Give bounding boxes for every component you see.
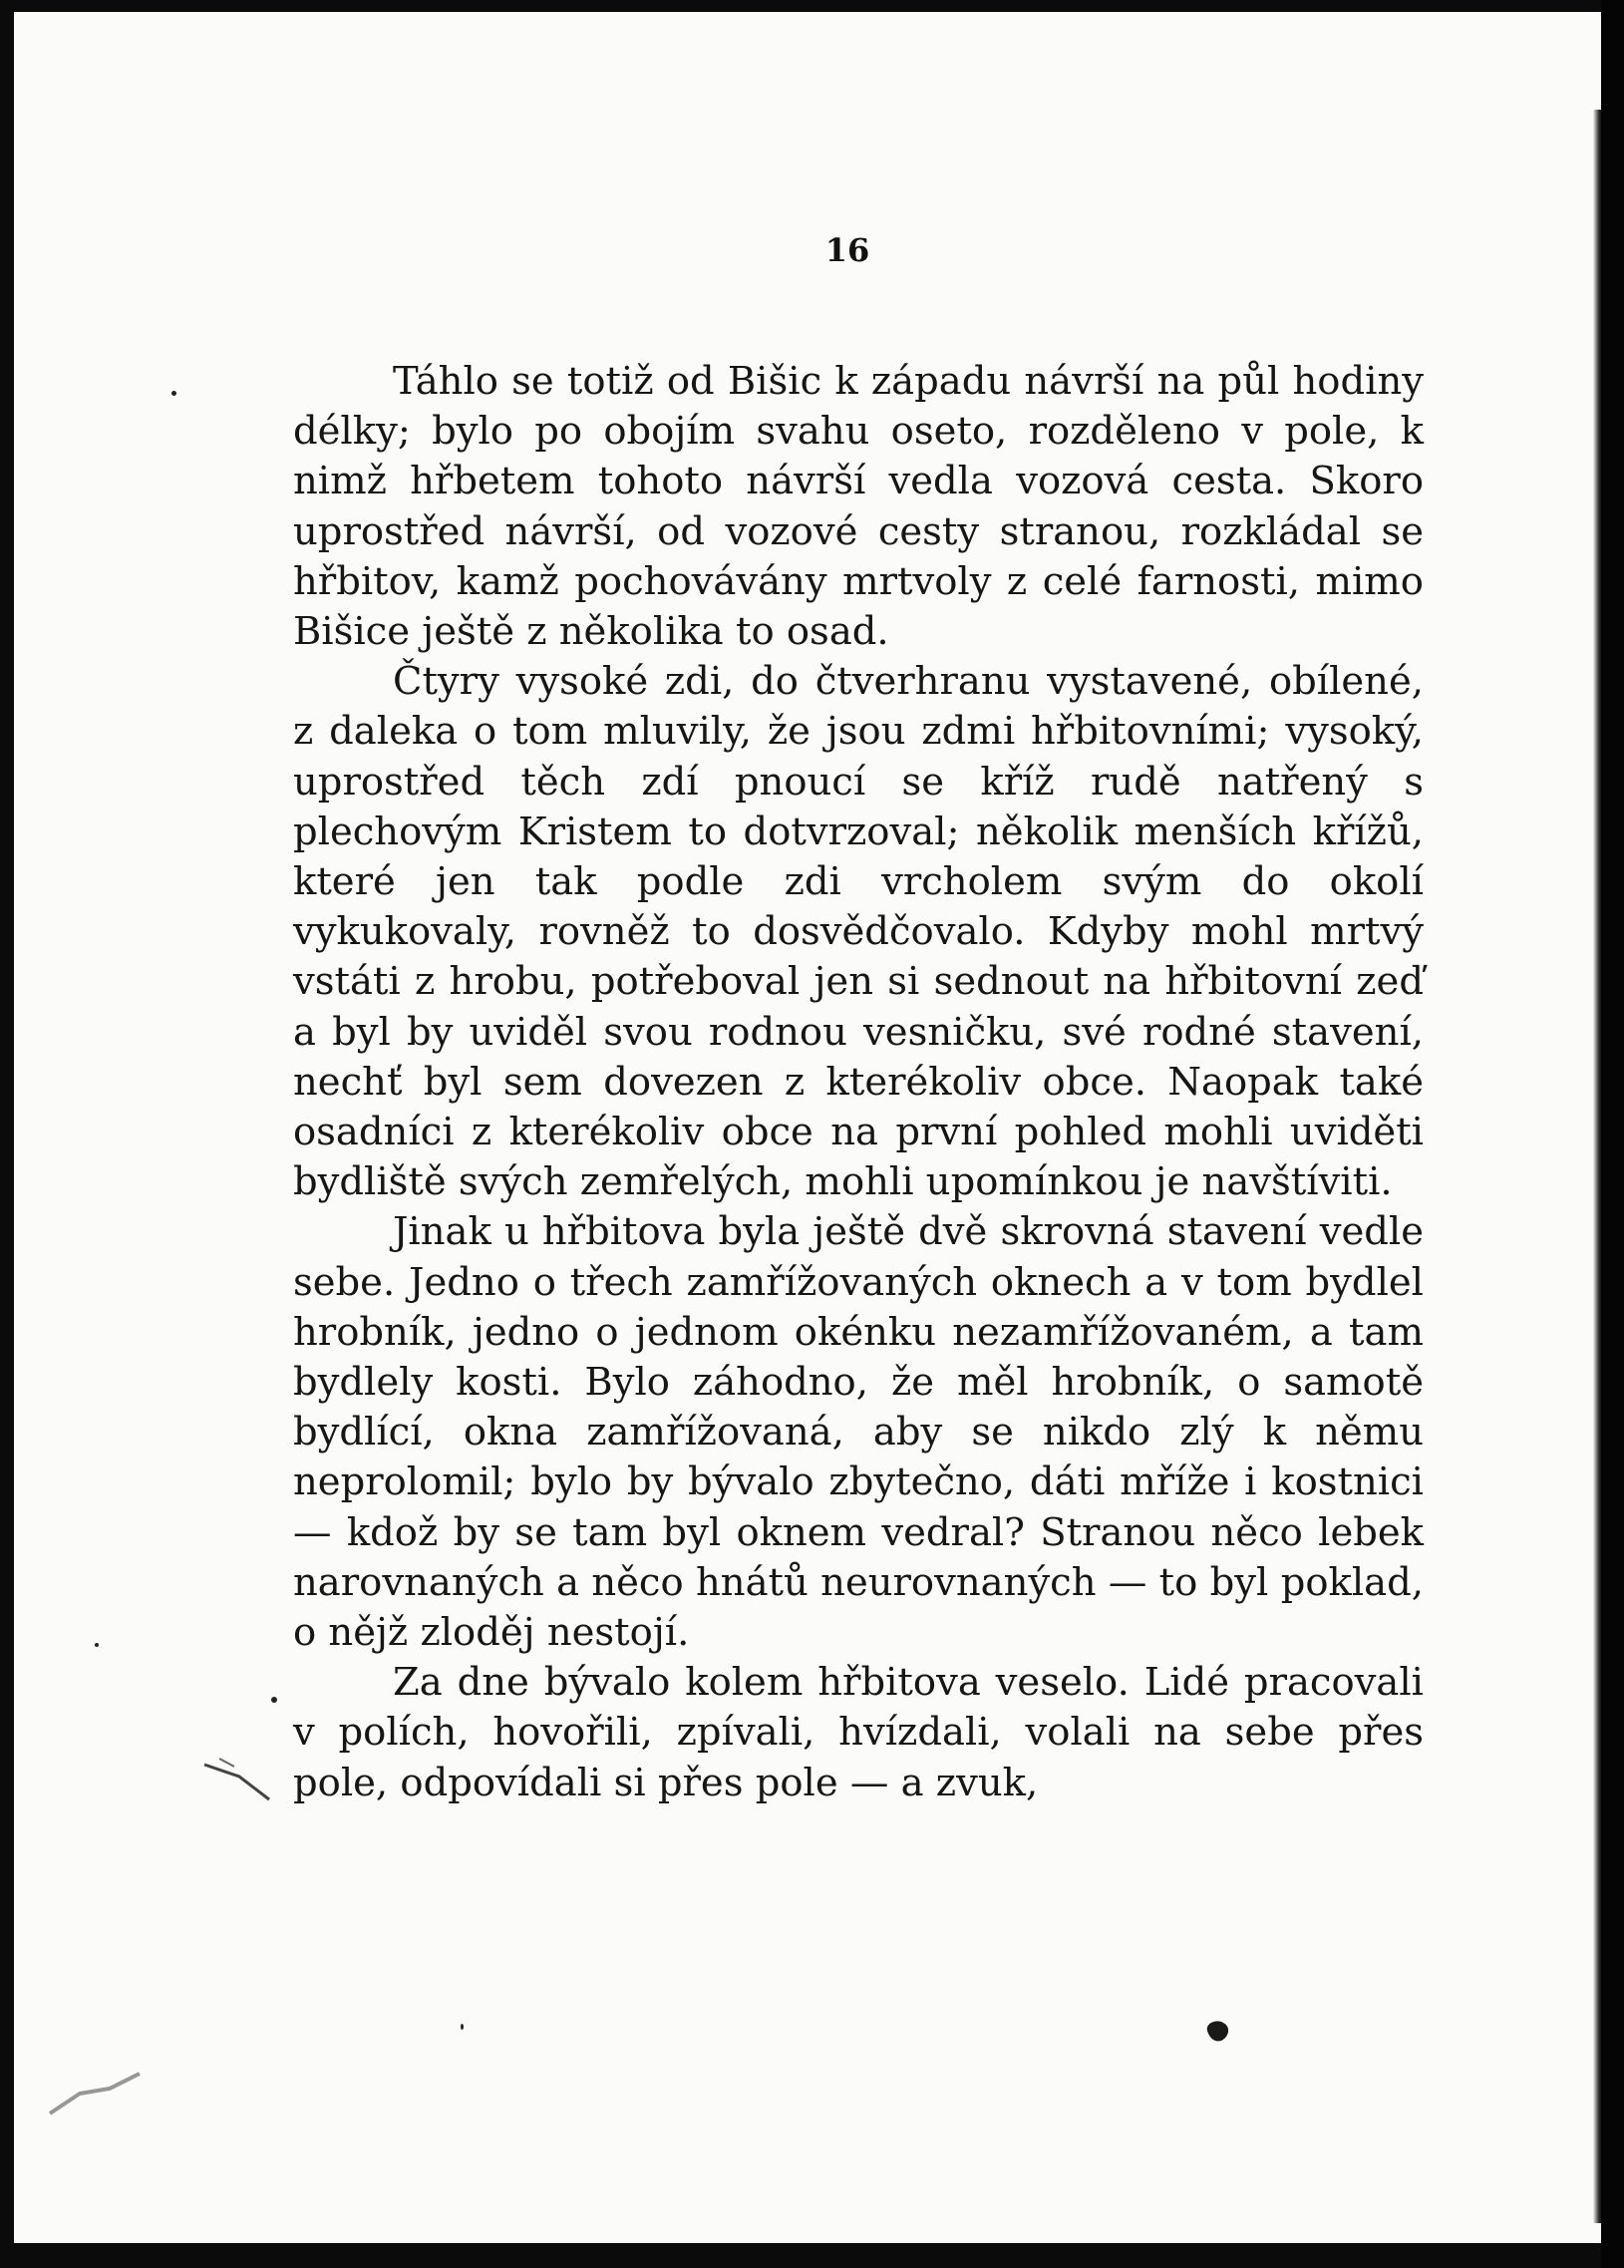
scuff-mark: [199, 1755, 289, 1804]
dust-speck: [461, 2024, 464, 2030]
paragraph-1: Táhlo se totiž od Bišic k západu návrší na půl hodiny délky; bylo po obojím svahu oseto, rozděleno v pole, k nimž hřbetem tohoto návrší vedla vozová cesta. Skoro uprostřed návrší, od vozové cesty stranou, rozkládal se hřbitov, kamž pochovávány mrtvoly z celé farnosti, mimo Bišice ještě z několika to osad.: [293, 359, 1424, 655]
paragraph-3: Jinak u hřbitova byla ještě dvě skrovná stavení vedle sebe. Jedno o třech zamřížovaných oknech a v tom bydlel hrobník, jedno o jednom okénku nezamřížovaném, a tam bydlely kosti. Bylo záhodno, že měl hrobník, o samotě bydlící, okna zamřížovaná, aby se nikdo zlý k němu neprolomil; bylo by bývalo zbytečno, dáti mříže i kostnici — kdož by se tam byl oknem vedral? Stranou něco lebek narovnaných a něco hnátů neurovnaných — to byl poklad, o nějž zloděj nestojí.: [293, 1209, 1424, 1656]
dust-speck: [95, 1643, 99, 1647]
book-spine: [1601, 0, 1624, 2268]
paragraph-4: Za dne bývalo kolem hřbitova veselo. Lidé pracovali v polích, hovořili, zpívali, hvízdali, volali na sebe přes pole, odpovídali si přes pole — a zvuk,: [293, 1660, 1424, 1805]
ink-blot: [1203, 2019, 1231, 2043]
dust-speck: [171, 391, 176, 396]
paragraph-2: Čtyry vysoké zdi, do čtverhranu vystavené, obílené, z daleka o tom mluvily, že jsou zdmi hřbitovními; vysoký, uprostřed těch zdí pnoucí se kříž rudě natřený s plechovým Kristem to dotvrzoval; několik menších křížů, které jen tak podle zdi vrcholem svým do okolí vykukovaly, rovněž to dosvědčovalo. Kdyby mohl mrtvý vstáti z hrobu, potřeboval jen si sednout na hřbitovní zeď a byl by uviděl svou rodnou vesničku, své rodné stavení, nechť byl sem dovezen z kterékoliv obce. Naopak také osadníci z kterékoliv obce na první pohled mohli uviděti bydliště svých zemřelých, mohli upomínkou je navštíviti.: [293, 659, 1424, 1205]
edge-scuff: [40, 2034, 160, 2123]
body-text: [293, 357, 1424, 1808]
dust-speck: [271, 1697, 277, 1703]
page-number: 16: [824, 231, 870, 269]
